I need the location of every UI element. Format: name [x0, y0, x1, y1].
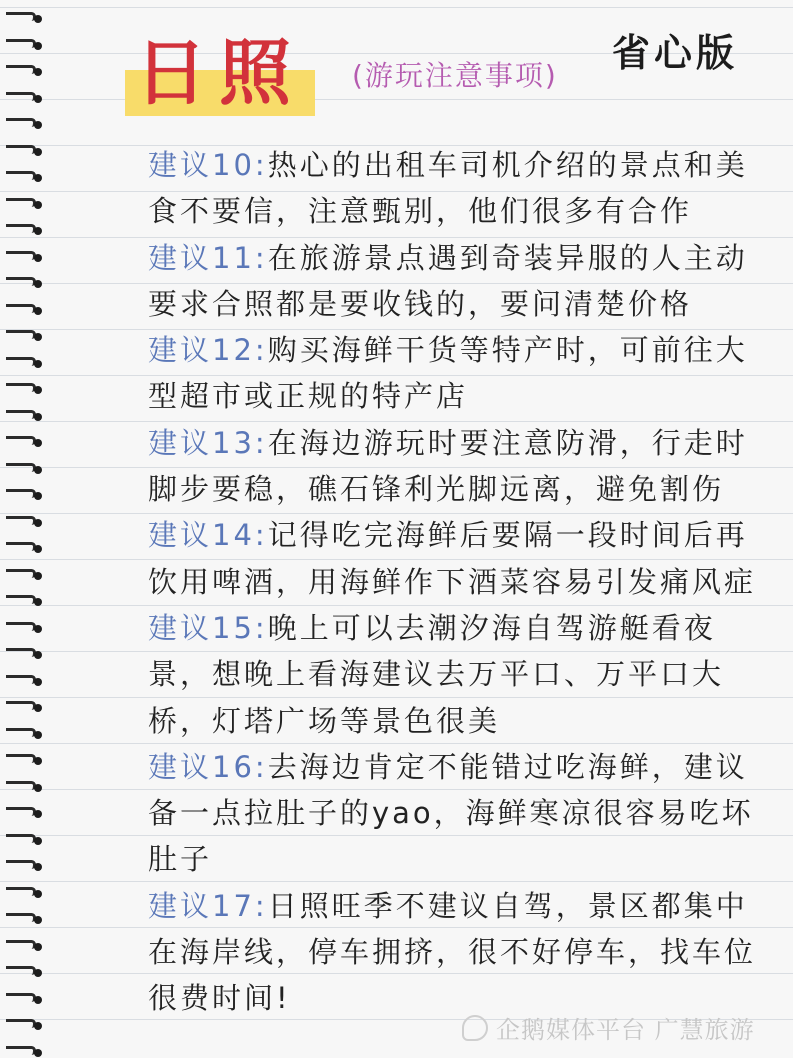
binding-ring — [6, 1017, 42, 1031]
edition-label: 省心版 — [612, 31, 739, 75]
binding-ring — [6, 991, 42, 1005]
binding-ring — [6, 222, 42, 236]
page-subtitle: (游玩注意事项) — [352, 59, 558, 92]
binding-ring — [6, 540, 42, 554]
watermark-text: 企鹅媒体平台 广慧旅游 — [496, 1016, 755, 1044]
tip-item — [148, 512, 758, 605]
binding-ring — [6, 328, 42, 342]
tip-text: 日照旺季不建议自驾，景区都集中在海岸线，停车拥挤，很不好停车，找车位很费时间! — [148, 888, 757, 1016]
binding-ring — [6, 911, 42, 925]
tip-text: 在旅游景点遇到奇装异服的人主动要求合照都是要收钱的，要问清楚价格 — [148, 240, 748, 321]
tip-label: 建议14: — [148, 518, 268, 553]
tip-label: 建议16: — [148, 749, 268, 784]
tip-label: 建议15: — [148, 610, 268, 645]
tip-item — [148, 605, 758, 744]
binding-ring — [6, 408, 42, 422]
binding-ring — [6, 885, 42, 899]
tip-text: 在海边游玩时要注意防滑，行走时脚步要稳，礁石锋利光脚远离，避免割伤 — [148, 425, 748, 507]
binding-ring — [6, 726, 42, 740]
binding-ring — [6, 779, 42, 793]
tip-text: 购买海鲜干货等特产时，可前往大型超市或正规的特产店 — [148, 333, 748, 414]
tip-item — [148, 883, 758, 1022]
binding-ring — [6, 567, 42, 581]
tip-label: 建议12: — [148, 333, 268, 368]
binding-ring — [6, 1044, 42, 1058]
tip-item — [148, 744, 758, 883]
binding-ring — [6, 90, 42, 104]
tip-label: 建议17: — [148, 888, 268, 923]
binding-ring — [6, 646, 42, 660]
tip-label: 建议13: — [148, 425, 268, 460]
watermark — [462, 1010, 755, 1045]
platform-logo-icon — [462, 1015, 488, 1041]
tip-item — [148, 420, 758, 513]
binding-ring — [6, 938, 42, 952]
binding-ring — [6, 514, 42, 528]
binding-ring — [6, 858, 42, 872]
binding-ring — [6, 63, 42, 77]
binding-ring — [6, 302, 42, 316]
binding-ring — [6, 275, 42, 289]
binding-ring — [6, 964, 42, 978]
title-block — [125, 28, 303, 118]
binding-ring — [6, 699, 42, 713]
tip-item — [148, 235, 758, 328]
binding-ring — [6, 461, 42, 475]
binding-ring — [6, 620, 42, 634]
page-title: 日照 — [135, 31, 304, 115]
tip-item — [148, 142, 758, 235]
binding-ring — [6, 832, 42, 846]
binding-ring — [6, 249, 42, 263]
binding-ring — [6, 143, 42, 157]
tip-label: 建议10: — [148, 148, 268, 182]
binding-ring — [6, 673, 42, 687]
binding-ring — [6, 116, 42, 130]
binding-ring — [6, 10, 42, 24]
tip-text: 记得吃完海鲜后要隔一段时间后再饮用啤酒，用海鲜作下酒菜容易引发痛风症 — [148, 518, 757, 599]
binding-ring — [6, 752, 42, 766]
tip-text: 去海边肯定不能错过吃海鲜，建议备一点拉肚子的yao，海鲜寒凉很容易吃坏肚子 — [148, 749, 754, 877]
binding-ring — [6, 37, 42, 51]
tip-item — [148, 327, 758, 420]
tips-list — [148, 142, 758, 1022]
tip-label: 建议11: — [148, 240, 268, 275]
binding-ring — [6, 196, 42, 210]
binding-ring — [6, 381, 42, 395]
binding-ring — [6, 805, 42, 819]
tip-text: 晚上可以去潮汐海自驾游艇看夜景，想晚上看海建议去万平口、万平口大桥，灯塔广场等景色很美 — [148, 610, 725, 738]
tip-text: 热心的出租车司机介绍的景点和美食不要信，注意甄别，他们很多有合作 — [148, 148, 748, 229]
binding-ring — [6, 169, 42, 183]
binding-ring — [6, 593, 42, 607]
binding-ring — [6, 355, 42, 369]
binding-ring — [6, 487, 42, 501]
spiral-binding — [0, 0, 48, 1058]
binding-ring — [6, 434, 42, 448]
